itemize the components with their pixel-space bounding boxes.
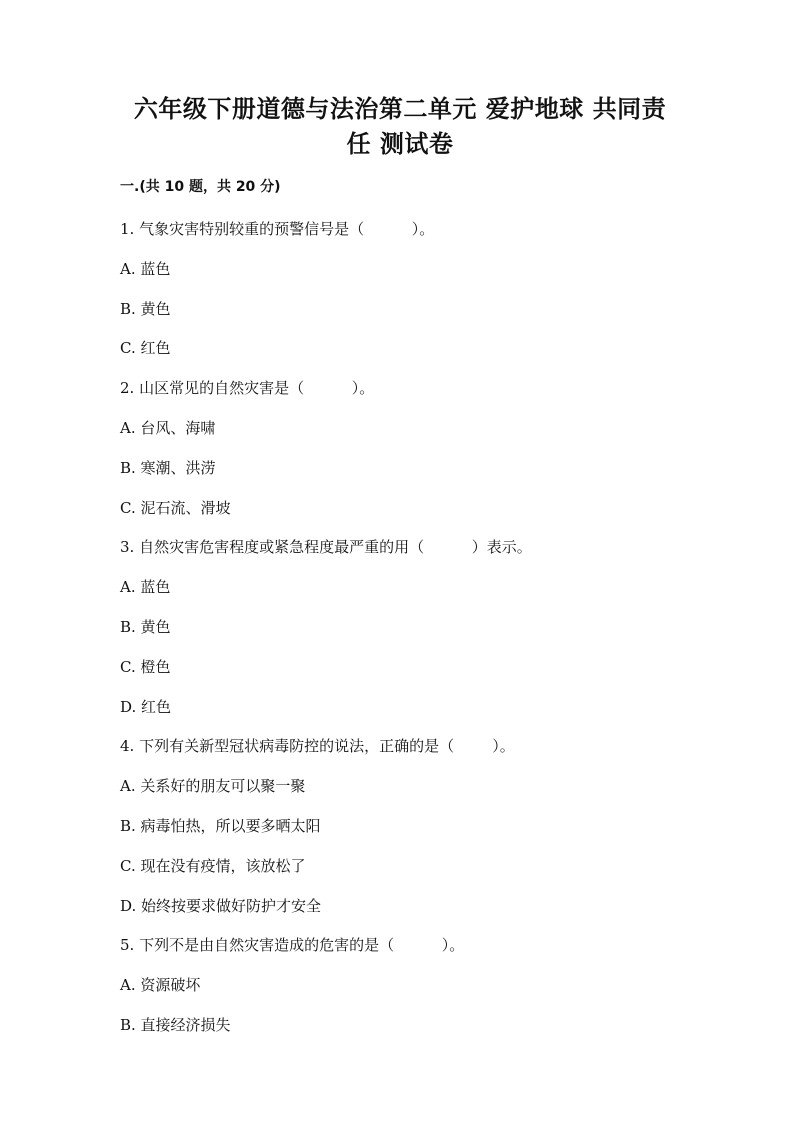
question-1-option-a: A. 蓝色 bbox=[120, 259, 171, 278]
question-5-option-a: A. 资源破坏 bbox=[120, 976, 201, 995]
question-4-option-d: D. 始终按要求做好防护才安全 bbox=[120, 896, 322, 915]
question-list bbox=[120, 218, 720, 1054]
question-3-option-b: B. 黄色 bbox=[120, 617, 171, 636]
question-5-stem: 5. 下列不是由自然灾害造成的危害的是（ ）。 bbox=[120, 936, 465, 955]
question-2-option-b: B. 寒潮、洪涝 bbox=[120, 458, 216, 477]
question-5-option-b: B. 直接经济损失 bbox=[120, 1015, 231, 1034]
question-4-option-a: A. 关系好的朋友可以聚一聚 bbox=[120, 777, 306, 796]
page-title bbox=[110, 92, 690, 162]
question-3-option-a: A. 蓝色 bbox=[120, 578, 171, 597]
question-2-option-a: A. 台风、海啸 bbox=[120, 418, 216, 437]
question-3-option-d: D. 红色 bbox=[120, 697, 172, 716]
title-line-2: 任 测试卷 bbox=[346, 130, 454, 158]
question-3-option-c: C. 橙色 bbox=[120, 657, 171, 676]
question-1-option-c: C. 红色 bbox=[120, 339, 171, 358]
question-1-stem: 1. 气象灾害特别较重的预警信号是（ ）。 bbox=[120, 220, 435, 238]
question-4-option-b: B. 病毒怕热，所以要多晒太阳 bbox=[120, 816, 321, 835]
question-4-stem: 4. 下列有关新型冠状病毒防控的说法，正确的是（ ）。 bbox=[120, 737, 515, 756]
section-heading: 一.(共 10 题，共 20 分) bbox=[120, 179, 281, 195]
question-2-stem: 2. 山区常见的自然灾害是（ ）。 bbox=[120, 379, 375, 398]
question-1-option-b: B. 黄色 bbox=[120, 299, 171, 318]
title-line-1: 六年级下册道德与法治第二单元 爱护地球 共同责 bbox=[133, 95, 667, 123]
question-3-stem: 3. 自然灾害危害程度或紧急程度最严重的用（ ）表示。 bbox=[120, 538, 532, 557]
question-2-option-c: C. 泥石流、滑坡 bbox=[120, 498, 231, 517]
question-4-option-c: C. 现在没有疫情，该放松了 bbox=[120, 856, 306, 875]
